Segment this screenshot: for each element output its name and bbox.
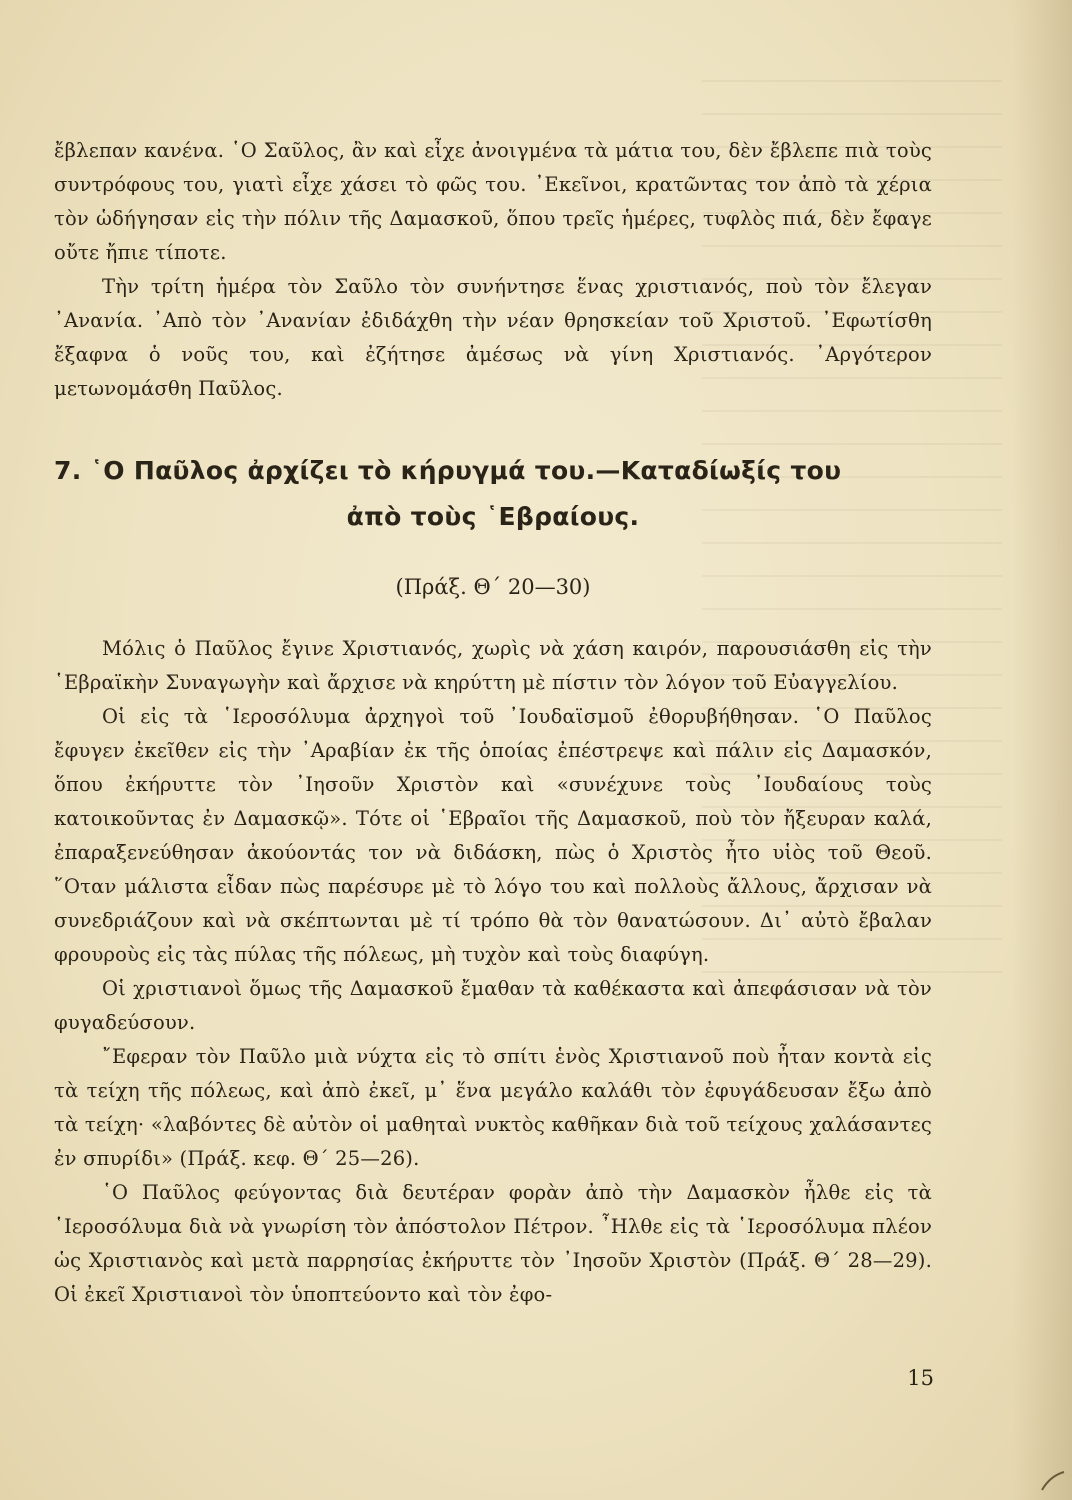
paragraph-anania: Τὴν τρίτη ἡμέρα τὸν Σαῦλο τὸν συνήντησε ἕνας χριστιανός, ποὺ τὸν ἔλεγαν ᾿Ανανία. ᾿Απὸ τὸν ᾿Ανανίαν ἐδιδάχθη τὴν νέαν θρησκείαν τοῦ Χριστοῦ. ᾿Εφωτίσθη ἔξαφνα ὁ νοῦς του, καὶ ἐζήτησε ἀμέσως νὰ γίνη Χριστιανός. ᾿Αργότερον μετωνομάσθη Παῦλος.: [54, 275, 932, 400]
page-corner-mark: [1038, 1468, 1068, 1494]
section-heading-line-2: ἀπὸ τοὺς ῾Εβραίους.: [346, 502, 640, 531]
section-heading-line-1: 7. ῾Ο Παῦλος ἀρχίζει τὸ κήρυγμά του.—Καταδίωξίς του: [54, 456, 842, 485]
page-number: 15: [907, 1366, 934, 1390]
body-text: [54, 134, 932, 1312]
page-edge-shadow: [1012, 0, 1072, 1500]
section-heading: [54, 448, 932, 540]
paragraph-3: Οἱ χριστιανοὶ ὅμως τῆς Δαμασκοῦ ἔμαθαν τὰ καθέκαστα καὶ ἀπεφάσισαν νὰ τὸν φυγαδεύσουν.: [54, 977, 932, 1034]
paragraph-continuation: ἔβλεπαν κανένα. ῾Ο Σαῦλος, ἂν καὶ εἶχε ἀνοιγμένα τὰ μάτια του, δὲν ἔβλεπε πιὰ τοὺς συντρόφους του, γιατὶ εἶχε χάσει τὸ φῶς του. ᾿Εκεῖνοι, κρατῶντας τον ἀπὸ τὰ χέρια τὸν ὡδήγησαν εἰς τὴν πόλιν τῆς Δαμασκοῦ, ὅπου τρεῖς ἡμέρες, τυφλὸς πιά, δὲν ἔφαγε οὔτε ἤπιε τίποτε.: [54, 139, 932, 264]
paragraph-5: ῾Ο Παῦλος φεύγοντας διὰ δευτέραν φορὰν ἀπὸ τὴν Δαμασκὸν ἦλθε εἰς τὰ ῾Ιεροσόλυμα διὰ νὰ γνωρίση τὸν ἀπόστολον Πέτρον. ῏Ηλθε εἰς τὰ ῾Ιεροσόλυμα πλέον ὡς Χριστιανὸς καὶ μετὰ παρρησίας ἐκήρυττε τὸν ᾿Ιησοῦν Χριστὸν (Πράξ. Θ΄ 28—29). Οἱ ἐκεῖ Χριστιανοὶ τὸν ὑποπτεύοντο καὶ τὸν ἐφο-: [54, 1181, 932, 1306]
scripture-reference: (Πράξ. Θ΄ 20—30): [395, 575, 591, 599]
paragraph-2: Οἱ εἰς τὰ ῾Ιεροσόλυμα ἀρχηγοὶ τοῦ ᾿Ιουδαϊσμοῦ ἐθορυβήθησαν. ῾Ο Παῦλος ἔφυγεν ἐκεῖθεν εἰς τὴν ᾿Αραβίαν ἐκ τῆς ὁποίας ἐπέστρεψε καὶ πάλιν εἰς Δαμασκόν, ὅπου ἐκήρυττε τὸν ᾿Ιησοῦν Χριστὸν καὶ «συνέχυνε τοὺς ᾿Ιουδαίους τοὺς κατοικοῦντας ἐν Δαμασκῷ». Τότε οἱ ῾Εβραῖοι τῆς Δαμασκοῦ, ποὺ τὸν ἤξευραν καλά, ἐπαραξενεύθησαν ἀκούοντάς τον νὰ διδάσκη, πὼς ὁ Χριστὸς ἦτο υἱὸς τοῦ Θεοῦ. ῞Οταν μάλιστα εἶδαν πὼς παρέσυρε μὲ τὸ λόγο του καὶ πολλοὺς ἄλλους, ἄρχισαν νὰ συνεδριάζουν καὶ νὰ σκέπτωνται μὲ τί τρόπο θὰ τὸν θανατώσουν. Δι᾿ αὐτὸ ἔβαλαν φρουροὺς εἰς τὰς πύλας τῆς πόλεως, μὴ τυχὸν καὶ τοὺς διαφύγη.: [54, 705, 932, 966]
paragraph-4: ῎Εφεραν τὸν Παῦλο μιὰ νύχτα εἰς τὸ σπίτι ἑνὸς Χριστιανοῦ ποὺ ἦταν κοντὰ εἰς τὰ τείχη τῆς πόλεως, καὶ ἀπὸ ἐκεῖ, μ᾿ ἕνα μεγάλο καλάθι τὸν ἐφυγάδευσαν ἔξω ἀπὸ τὰ τείχη· «λαβόντες δὲ αὐτὸν οἱ μαθηταὶ νυκτὸς καθῆκαν διὰ τοῦ τείχους χαλάσαντες ἐν σπυρίδι» (Πράξ. κεφ. Θ΄ 25—26).: [54, 1045, 932, 1170]
paragraph-1: Μόλις ὁ Παῦλος ἔγινε Χριστιανός, χωρὶς νὰ χάση καιρόν, παρουσιάσθη εἰς τὴν ῾Εβραϊκὴν Συναγωγὴν καὶ ἄρχισε νὰ κηρύττη μὲ πίστιν τὸν λόγον τοῦ Εὐαγγελίου.: [54, 637, 932, 694]
